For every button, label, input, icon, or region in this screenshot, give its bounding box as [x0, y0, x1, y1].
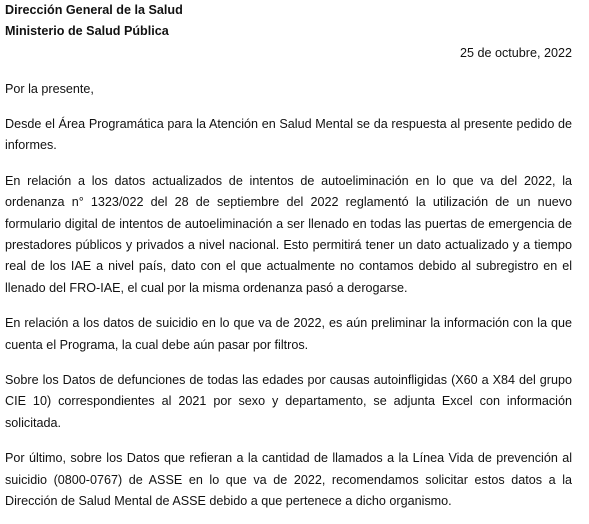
paragraph-5: Por último, sobre los Datos que refieran a la cantidad de llamados a la Línea Vida de prevención al suicidio (0800-0767) de ASSE en lo que va de 2022, recomendamos solicitar estos datos a la Dirección de Salud Mental de ASSE debido a que pertenece a dicho organismo.	[5, 451, 572, 509]
paragraph-1: Desde el Área Programática para la Atención en Salud Mental se da respuesta al presente pedido de informes.	[5, 117, 572, 153]
sender-line-2: Ministerio de Salud Pública	[5, 24, 169, 38]
sender-line-1: Dirección General de la Salud	[5, 3, 183, 17]
paragraph-3: En relación a los datos de suicidio en lo que va de 2022, es aún preliminar la información con la que cuenta el Programa, la cual debe aún pasar por filtros.	[5, 316, 572, 352]
salutation: Por la presente,	[5, 82, 94, 96]
document-date: 25 de octubre, 2022	[459, 46, 572, 60]
paragraph-2: En relación a los datos actualizados de intentos de autoeliminación en lo que va del 2022, la ordenanza n° 1323/022 del 28 de septiembre del 2022 reglamentó la utilización de un nuevo formulario digital de intentos de autoeliminación a ser llenado en todas las puertas de emergencia de prestadores públicos y privados a nivel nacional. Esto permitirá tener un dato actualizado y a tiempo real de los IAE a nivel país, dato con el que actualmente no contamos debido al subregistro en el llenado del FRO-IAE, el cual por la misma ordenanza pasó a derogarse.	[5, 173, 572, 295]
document-page	[5, 0, 572, 513]
paragraph-4: Sobre los Datos de defunciones de todas las edades por causas autoinfligidas (X60 a X84 del grupo CIE 10) correspondientes al 2021 por sexo y departamento, se adjunta Excel con información solicitada.	[5, 373, 572, 430]
